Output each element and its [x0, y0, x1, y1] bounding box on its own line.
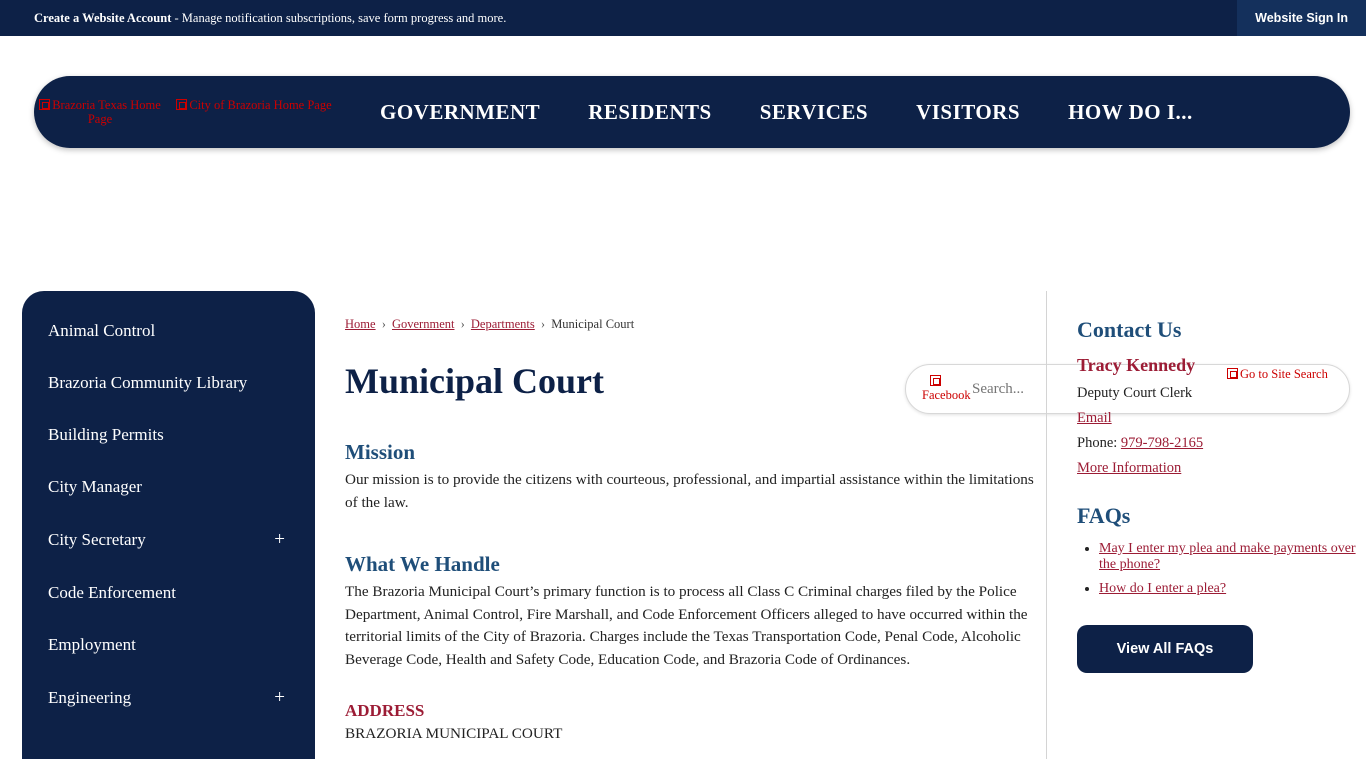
breadcrumb-separator: › — [381, 317, 386, 331]
website-sign-in-button[interactable]: Website Sign In — [1237, 0, 1366, 36]
breadcrumb-separator: › — [460, 317, 465, 331]
breadcrumb-departments[interactable]: Departments — [470, 317, 535, 331]
sidebar-item-label: Brazoria Community Library — [48, 373, 248, 392]
broken-image-icon — [176, 99, 187, 110]
contact-us-heading: Contact Us — [1077, 317, 1182, 342]
phone-label: Phone: — [1077, 435, 1121, 451]
more-information-link[interactable]: More Information — [1077, 460, 1182, 476]
faq-link-enter-plea[interactable]: How do I enter a plea? — [1099, 581, 1227, 596]
list-item — [1099, 541, 1356, 573]
mission-heading: Mission — [345, 440, 416, 464]
contact-role: Deputy Court Clerk — [1077, 385, 1193, 401]
sidebar-item-label: City Manager — [48, 477, 142, 496]
department-sidebar — [22, 291, 315, 759]
breadcrumb-current: Municipal Court — [551, 317, 635, 331]
site-header — [0, 36, 1366, 176]
sidebar-item-city-manager[interactable] — [22, 461, 315, 513]
nav-item-residents[interactable]: RESIDENTS — [588, 99, 712, 124]
contact-phone-link[interactable]: 979-798-2165 — [1120, 435, 1204, 451]
nav-item-government[interactable]: GOVERNMENT — [380, 99, 541, 124]
sidebar-item-label: Engineering — [48, 688, 132, 707]
create-account-text — [0, 11, 506, 26]
address-heading: ADDRESS — [345, 701, 425, 720]
facebook-alt-text: Facebook — [922, 388, 971, 403]
utility-bar — [0, 0, 1366, 36]
create-account-description: - Manage notification subscriptions, save form progress and more. — [171, 10, 507, 25]
sidebar-item-label: City Secretary — [48, 530, 146, 549]
nav-links — [356, 100, 1217, 125]
sidebar-item-label: Employment — [48, 635, 136, 654]
contact-name: Tracy Kennedy — [1077, 355, 1196, 375]
faqs-heading: FAQs — [1077, 503, 1131, 528]
expand-icon[interactable]: + — [274, 687, 285, 708]
page-title: Municipal Court — [345, 361, 605, 401]
logo2-alt-text: City of Brazoria Home Page — [189, 97, 332, 112]
logo-group — [34, 98, 334, 127]
sidebar-item-engineering[interactable] — [22, 671, 315, 725]
right-sidebar — [1046, 291, 1356, 759]
breadcrumb-separator: › — [540, 317, 546, 331]
address-line-1: BRAZORIA MUNICIPAL COURT — [345, 725, 563, 742]
site-search-alt-text: Go to Site Search — [1240, 367, 1328, 381]
nav-item-how-do-i[interactable]: HOW DO I... — [1068, 99, 1193, 124]
list-item — [1099, 581, 1356, 597]
breadcrumb-government[interactable]: Government — [391, 317, 455, 331]
nav-item-services[interactable]: SERVICES — [759, 99, 869, 124]
contact-email-link[interactable]: Email — [1077, 410, 1112, 426]
sidebar-item-employment[interactable] — [22, 619, 315, 671]
main-navigation-bar — [34, 76, 1350, 148]
sidebar-item-label: Building Permits — [48, 425, 164, 444]
what-we-handle-text: The Brazoria Municipal Court’s primary function is to process all Class C Criminal charges filed by the Police Department, Animal Control, Fire Marshall, and Code Enforcement Officers alleged to have occurred within the territorial limits of the City of Brazoria. Charges include the Texas Transportation Code, Penal Code, Alcoholic Beverage Code, Health and Safety Code, Education Code, and Brazoria Code of Ordinances. — [345, 583, 1028, 668]
sidebar-item-code-enforcement[interactable] — [22, 567, 315, 619]
sidebar-item-label: Code Enforcement — [48, 583, 176, 602]
sidebar-item-label: Animal Control — [48, 321, 156, 340]
expand-icon[interactable]: + — [274, 529, 285, 550]
view-all-faqs-button[interactable]: View All FAQs — [1077, 625, 1253, 673]
create-account-link[interactable]: Create a Website Account — [34, 10, 172, 25]
breadcrumb — [345, 291, 1045, 332]
faq-list — [1077, 541, 1356, 597]
sidebar-item-brazoria-community-library[interactable] — [22, 357, 315, 409]
mission-text: Our mission is to provide the citizens with courteous, professional, and impartial assistance within the limitations of the law. — [345, 471, 1034, 511]
broken-image-icon — [39, 99, 50, 110]
logo1-alt-text: Brazoria Texas Home Page — [52, 97, 161, 126]
what-we-handle-heading: What We Handle — [345, 552, 500, 576]
sidebar-item-building-permits[interactable] — [22, 409, 315, 461]
sidebar-item-animal-control[interactable] — [22, 305, 315, 357]
sidebar-item-city-secretary[interactable] — [22, 513, 315, 567]
breadcrumb-home[interactable]: Home — [345, 317, 376, 331]
city-of-brazoria-home-logo[interactable] — [174, 98, 334, 112]
main-column — [345, 291, 1045, 743]
contact-phone-row — [1077, 435, 1356, 452]
faq-link-plea-payments[interactable]: May I enter my plea and make payments over the phone? — [1099, 541, 1356, 572]
brazoria-texas-home-logo[interactable] — [26, 98, 174, 127]
nav-item-visitors[interactable]: VISITORS — [916, 99, 1021, 124]
